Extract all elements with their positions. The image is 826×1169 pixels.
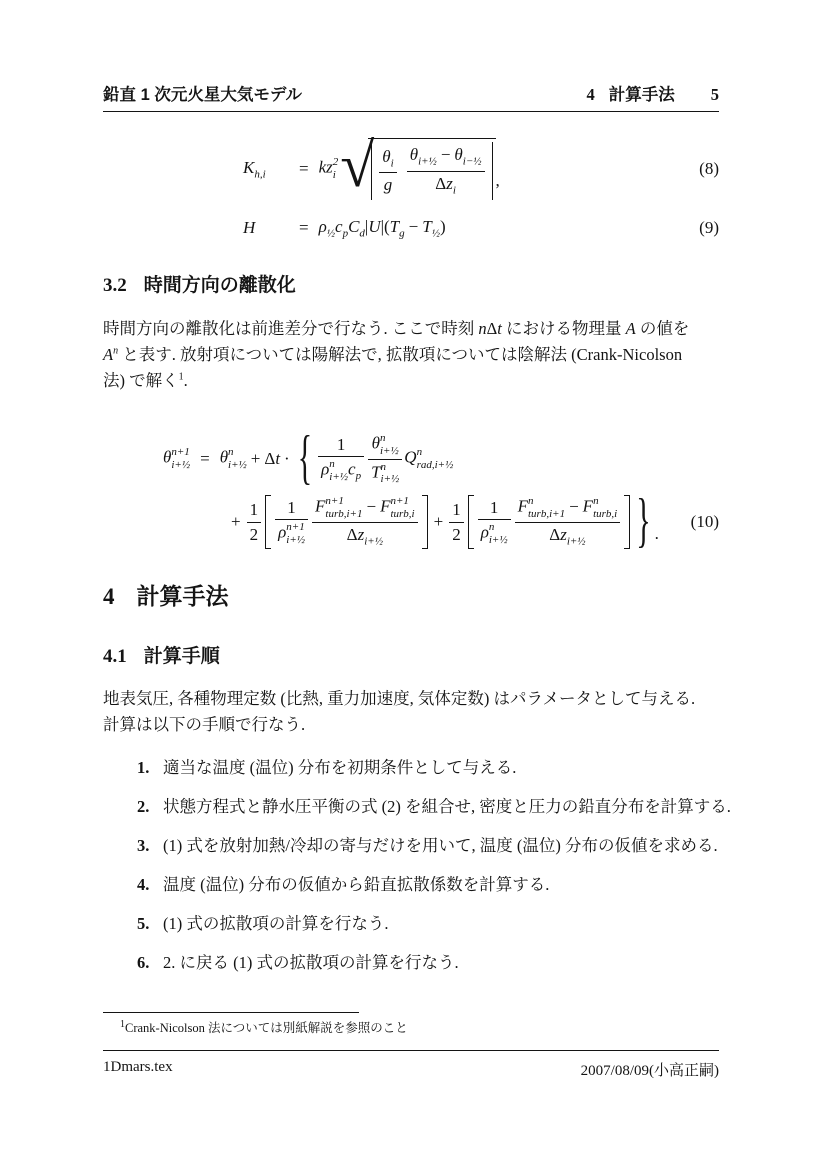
list-item — [103, 794, 731, 819]
paragraph-3-2 — [103, 316, 719, 394]
fraction-theta-over-T: θ n i+½ T n i+½ — [368, 432, 402, 486]
item-number: 4. — [137, 875, 150, 894]
one-half: $\frac{1}{2}$ — [247, 499, 262, 545]
footnote — [103, 1019, 719, 1037]
fraction-dtheta-over-dz: $\frac{\theta_{i+\frac{1}{2}} - \theta_{i-\frac{1}{2}}}{\Delta z_i}$ — [407, 144, 485, 197]
square-root — [340, 132, 495, 200]
item-text: 2. に戻る (1) 式の拡散項の計算を行なう. — [163, 953, 459, 972]
section-heading-4-1 — [103, 641, 220, 668]
item-text: 温度 (温位) 分布の仮値から鉛直拡散係数を計算する. — [163, 875, 550, 894]
footnote-rule — [103, 1012, 359, 1013]
footer-filename: 1Dmars.tex — [103, 1059, 173, 1075]
fraction-1-over-rho-cp: 1 ρ n i+½ $c_p$ — [318, 434, 364, 484]
header-section-number: 4 — [586, 85, 595, 104]
list-item — [103, 911, 719, 936]
section-number: 4 — [103, 584, 115, 609]
section-title: 時間方向の離散化 — [143, 275, 296, 296]
equals-sign: = — [299, 218, 309, 237]
running-header — [103, 81, 719, 112]
equation-10-line2: + $\frac{1}{2}$ 1 ρ n+1 i+½ F n+1 turb,i+1 − F n+1 turb,i $\Delta z_{i+\frac{1}{2}}$ + $\frac{1}{2}$ 1 ρ n i+½ F n turb,i+1 − F n turb,i $\Delta z_{i+\frac{1}{2}}$ } . (10) — [231, 488, 719, 554]
paragraph-line: 法) で解く$^1$. — [103, 371, 188, 390]
right-brace: } — [636, 488, 651, 554]
eq9-lhs: H — [243, 218, 256, 237]
header-right — [587, 81, 720, 105]
section-number: 3.2 — [103, 275, 127, 296]
item-text: (1) 式を放射加熱/冷却の寄与だけを用いて, 温度 (温位) 分布の仮値を求める. — [163, 836, 718, 855]
equation-tag-9: (9) — [699, 218, 719, 237]
list-item — [103, 872, 719, 897]
footer-date-author: 2007/08/09(小高正嗣) — [580, 1063, 719, 1079]
footnote-marker: 1 — [120, 1018, 125, 1030]
section-heading-3-2 — [103, 270, 296, 297]
section-heading-4 — [103, 578, 229, 611]
item-number: 3. — [137, 836, 150, 855]
right-bracket — [624, 495, 630, 548]
section-title: 計算手法 — [136, 583, 229, 609]
item-number: 2. — [137, 797, 150, 816]
section-title: 計算手順 — [143, 646, 220, 667]
equals-sign: = — [299, 159, 309, 178]
list-item — [103, 833, 719, 858]
page-number: 5 — [710, 85, 719, 104]
equation-10-line1: θ n+1 i+½ = θ n i+½ + Δt · { 1 ρ n i+½ $c_p$ θ n i+½ T n i+½ Q n rad,i+½ — [163, 425, 454, 491]
page-content — [103, 0, 731, 1169]
page-footer — [103, 1050, 719, 1080]
paragraph-line: $A^n$ と表す. 放射項については陽解法で, 拡散項については陰解法 (Crank-Nicolson — [103, 345, 683, 364]
one-half: $\frac{1}{2}$ — [449, 499, 464, 545]
equals-sign: = — [200, 449, 210, 468]
item-text: 状態方程式と静水圧平衡の式 (2) を組合せ, 密度と圧力の鉛直分布を計算する. — [163, 797, 731, 816]
paragraph-line: 地表気圧, 各種物理定数 (比熱, 重力加速度, 気体定数) はパラメータとして与える. — [103, 689, 696, 708]
period: . — [654, 524, 659, 543]
radical-sign: √ — [340, 132, 375, 200]
left-bracket — [265, 495, 271, 548]
header-section-title: 計算手法 — [608, 86, 675, 104]
footnote-marker: 1 — [178, 371, 184, 383]
bracket-group-implicit: 1 ρ n+1 i+½ F n+1 turb,i+1 − F n+1 turb,i $\Delta z_{i+\frac{1}{2}}$ — [265, 495, 428, 548]
header-title: 鉛直 1 次元火星大気モデル — [103, 86, 303, 104]
item-number: 5. — [137, 914, 150, 933]
item-number: 1. — [137, 758, 150, 777]
equation-tag-8: (8) — [699, 159, 719, 178]
bracket-group-explicit: 1 ρ n i+½ F n turb,i+1 − F n turb,i $\Delta z_{i+\frac{1}{2}}$ — [468, 495, 631, 548]
eq8-lhs: $K_{h,i}$ — [243, 157, 266, 181]
fraction-theta-over-g: $\frac{\theta_i}{g}$ — [379, 146, 396, 195]
left-brace: { — [297, 425, 313, 491]
comma: , — [495, 171, 500, 190]
paragraph-line: 時間方向の離散化は前進差分で行なう. ここで時刻 nΔt における物理量 A の値を — [103, 319, 690, 338]
eq10-lhs: θ n+1 i+½ — [163, 446, 191, 471]
right-bracket — [422, 495, 428, 548]
eq8-coefficient: kz 2 i — [318, 156, 339, 181]
radiative-heating-term: Q n rad,i+½ — [404, 446, 454, 471]
item-text: 適当な温度 (温位) 分布を初期条件として与える. — [163, 758, 517, 777]
list-item — [103, 755, 719, 780]
absolute-value — [371, 142, 492, 200]
equation-8 — [103, 132, 719, 206]
equation-tag-10: (10) — [690, 512, 719, 531]
equation-9 — [103, 209, 719, 247]
paragraph-line: 計算は以下の手順で行なう. — [103, 715, 306, 734]
item-number: 6. — [137, 953, 150, 972]
procedure-list — [103, 755, 731, 989]
footnote-text: Crank-Nicolson 法については別紙解説を参照のこと — [125, 1021, 408, 1035]
eq9-rhs: $\rho_{\frac{1}{2}}c_pC_d|U|(T_g - T_{\frac{1}{2}})$ — [318, 216, 446, 240]
paragraph-4-1 — [103, 686, 719, 738]
list-item — [103, 950, 719, 975]
left-bracket — [468, 495, 474, 548]
item-text: (1) 式の拡散項の計算を行なう. — [163, 914, 389, 933]
section-number: 4.1 — [103, 646, 127, 667]
